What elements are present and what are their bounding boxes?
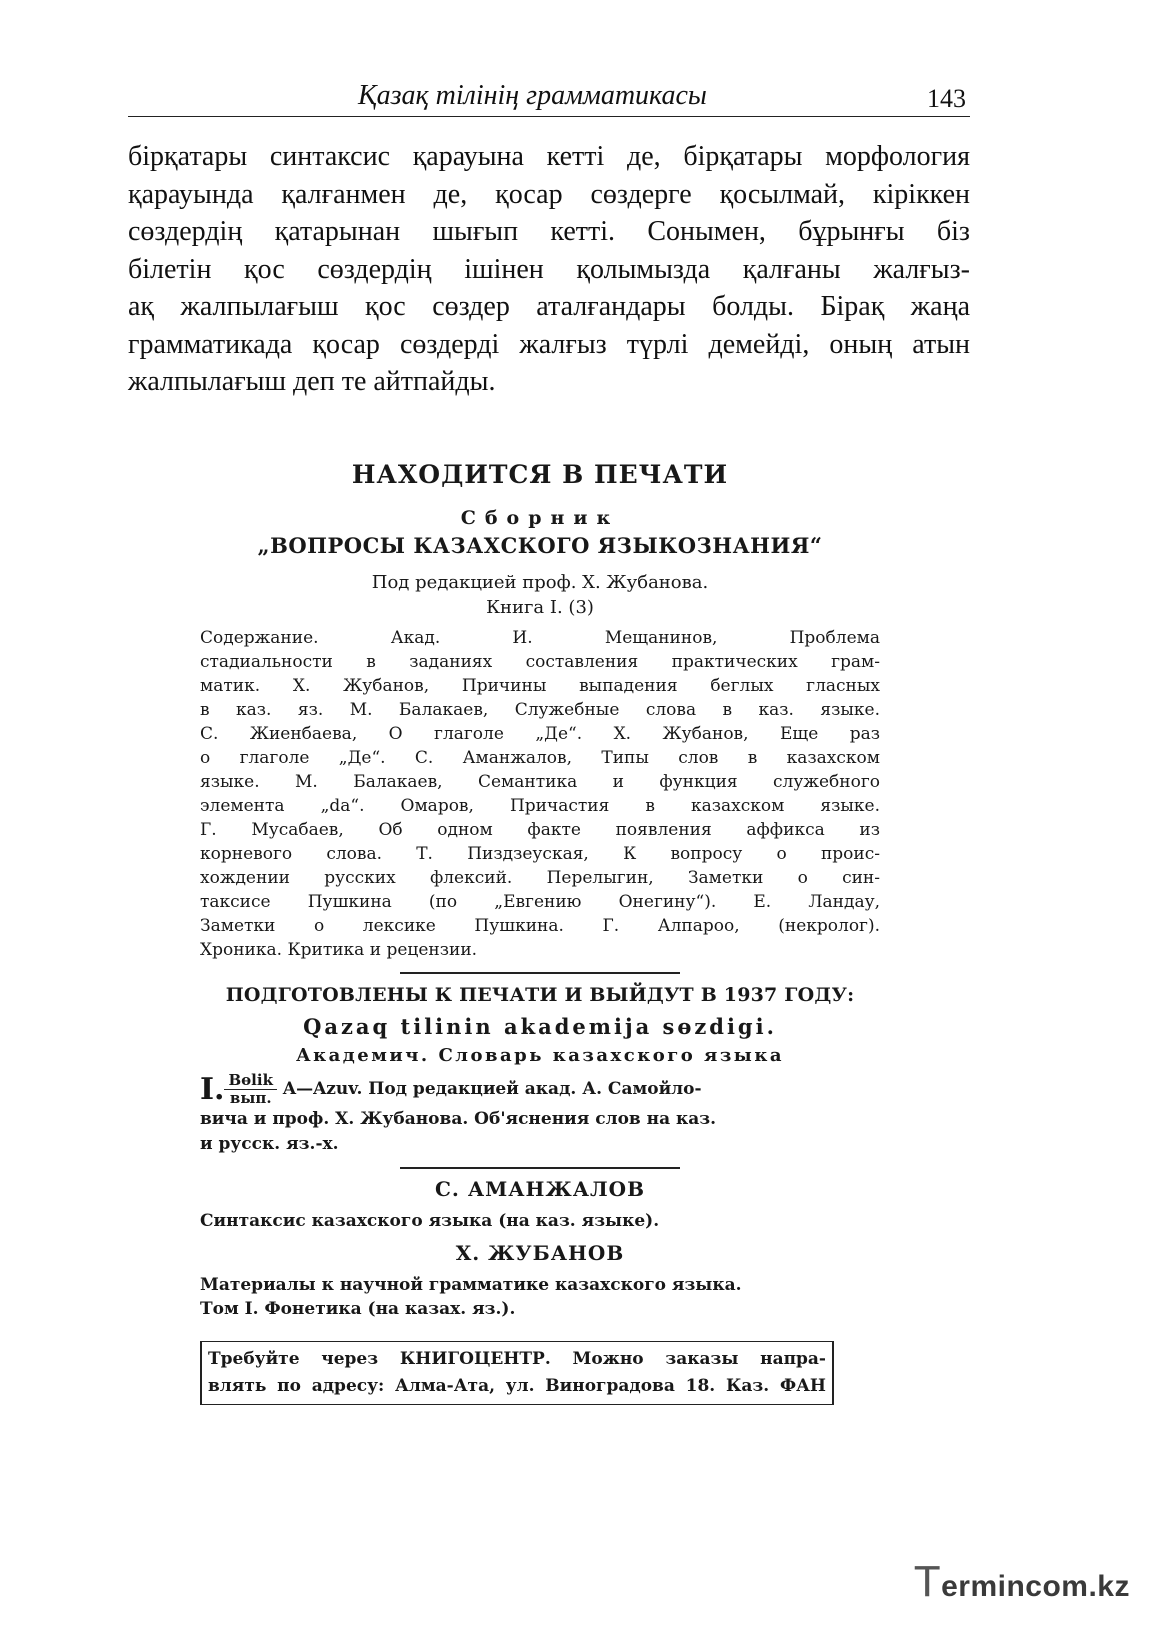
divider-rule [400, 972, 680, 974]
order-notice-box [200, 1341, 834, 1405]
scanned-advertisement [200, 460, 880, 1405]
contents-line: корневого слова. Т. Пиздзеуская, К вопросу о проис- [200, 844, 880, 864]
contents-line: матик. Х. Жубанов, Причины выпадения беглых гласных [200, 676, 880, 696]
fraction-denominator: вып. [229, 1089, 272, 1107]
contents-block [200, 626, 880, 962]
body-paragraph [128, 138, 970, 401]
contents-line: стадиальности в заданиях составления практических грам- [200, 652, 880, 672]
editor-line: Под редакцией проф. Х. Жубанова. [371, 572, 709, 593]
contents-line: языке. М. Балакаев, Семантика и функция служебного [200, 772, 880, 792]
volume-description [200, 1072, 880, 1157]
contents-line: элемента „da“. Омаров, Причастия в казахском языке. [200, 796, 880, 816]
contents-line: Хроника. Критика и рецензии. [200, 940, 478, 960]
book-number: Книга I. (3) [486, 597, 594, 618]
author-zhubanov: Х. ЖУБАНОВ [455, 1241, 625, 1265]
book-line: Том I. Фонетика (на казах. яз.). [200, 1299, 516, 1319]
body-line: бірқатары синтаксис қарауына кетті де, бірқатары морфология [128, 141, 970, 172]
collection-label: Сборник [460, 507, 620, 529]
contents-line: хождении русских флексий. Перелыгин, Заметки о син- [200, 868, 880, 888]
contents-line: в каз. яз. М. Балакаев, Служебные слова в каз. языке. [200, 700, 880, 720]
fraction-numerator: Bөlik [224, 1072, 276, 1090]
contents-line: о глаголе „Де“. С. Аманжалов, Типы слов в казахском [200, 748, 880, 768]
prepared-heading: ПОДГОТОВЛЕНЫ К ПЕЧАТИ И ВЫЙДУТ В 1937 ГОДУ: [225, 984, 855, 1006]
body-line: сөздердің қатарынан шығып кетті. Сонымен, бұрынғы біз [128, 216, 970, 247]
page-header [128, 78, 970, 117]
watermark-text: ermincom.kz [941, 1570, 1130, 1603]
contents-line: таксисе Пушкина (по „Евгению Онегину“). Е. Ландау, [200, 892, 880, 912]
running-title: Қазақ тілінің грамматикасы [358, 80, 707, 111]
body-line: қарауында қалғанмен де, қосар сөздерге қосылмай, кіріккен [128, 178, 970, 210]
collection-title: „ВОПРОСЫ КАЗАХСКОГО ЯЗЫКОЗНАНИЯ“ [257, 533, 823, 558]
body-line: жалпылағыш деп те айтпайды. [128, 366, 496, 397]
contents-line: Содержание. Акад. И. Мещанинов, Проблема [200, 628, 880, 648]
notice-line: Требуйте через КНИГОЦЕНТР. Можно заказы напра- [208, 1349, 826, 1369]
body-line: білетін қос сөздердің ішінен қолымызда қалғаны жалғыз- [128, 253, 970, 285]
body-line: ақ жалпылағыш қос сөздер аталғандары болды. Бірақ жаңа [128, 291, 970, 322]
volume-line: вича и проф. Х. Жубанова. Об'яснения слов на каз. [200, 1109, 717, 1129]
author-amanzhalov: С. АМАНЖАЛОВ [435, 1177, 645, 1201]
book-line: Материалы к научной грамматике казахского языка. [200, 1275, 742, 1295]
terminkom-watermark [914, 1557, 1130, 1607]
volume-line: A—Azuv. Под редакцией акад. А. Самойло- [282, 1079, 702, 1099]
volume-roman: I. [200, 1072, 225, 1107]
notice-line: влять по адресу: Алма-Ата, ул. Виноградова 18. Каз. ФАН [208, 1376, 826, 1396]
book-materials [200, 1273, 880, 1321]
book-syntax: Синтаксис казахского языка (на каз. языке). [200, 1211, 660, 1231]
page-number: 143 [927, 84, 966, 113]
body-line: грамматикада қосар сөздерді жалғыз түрлі демейді, оның атын [128, 328, 970, 360]
divider-rule [400, 1167, 680, 1169]
in-print-heading: НАХОДИТСЯ В ПЕЧАТИ [351, 460, 729, 489]
volume-fraction [224, 1072, 276, 1107]
contents-line: С. Жиенбаева, О глаголе „Де“. Х. Жубанов, Еще раз [200, 724, 880, 744]
latin-dictionary-title: Qazaq tilinin akademija sөzdigi. [303, 1014, 777, 1039]
academic-dictionary-title: Академич. Словарь казахского языка [295, 1045, 785, 1066]
volume-line: и русск. яз.-х. [200, 1134, 339, 1154]
watermark-big-letter: T [913, 1557, 942, 1606]
contents-line: Заметки о лексике Пушкина. Г. Алпароо, (некролог). [200, 916, 880, 936]
contents-line: Г. Мусабаев, Об одном факте появления аффикса из [200, 820, 880, 840]
